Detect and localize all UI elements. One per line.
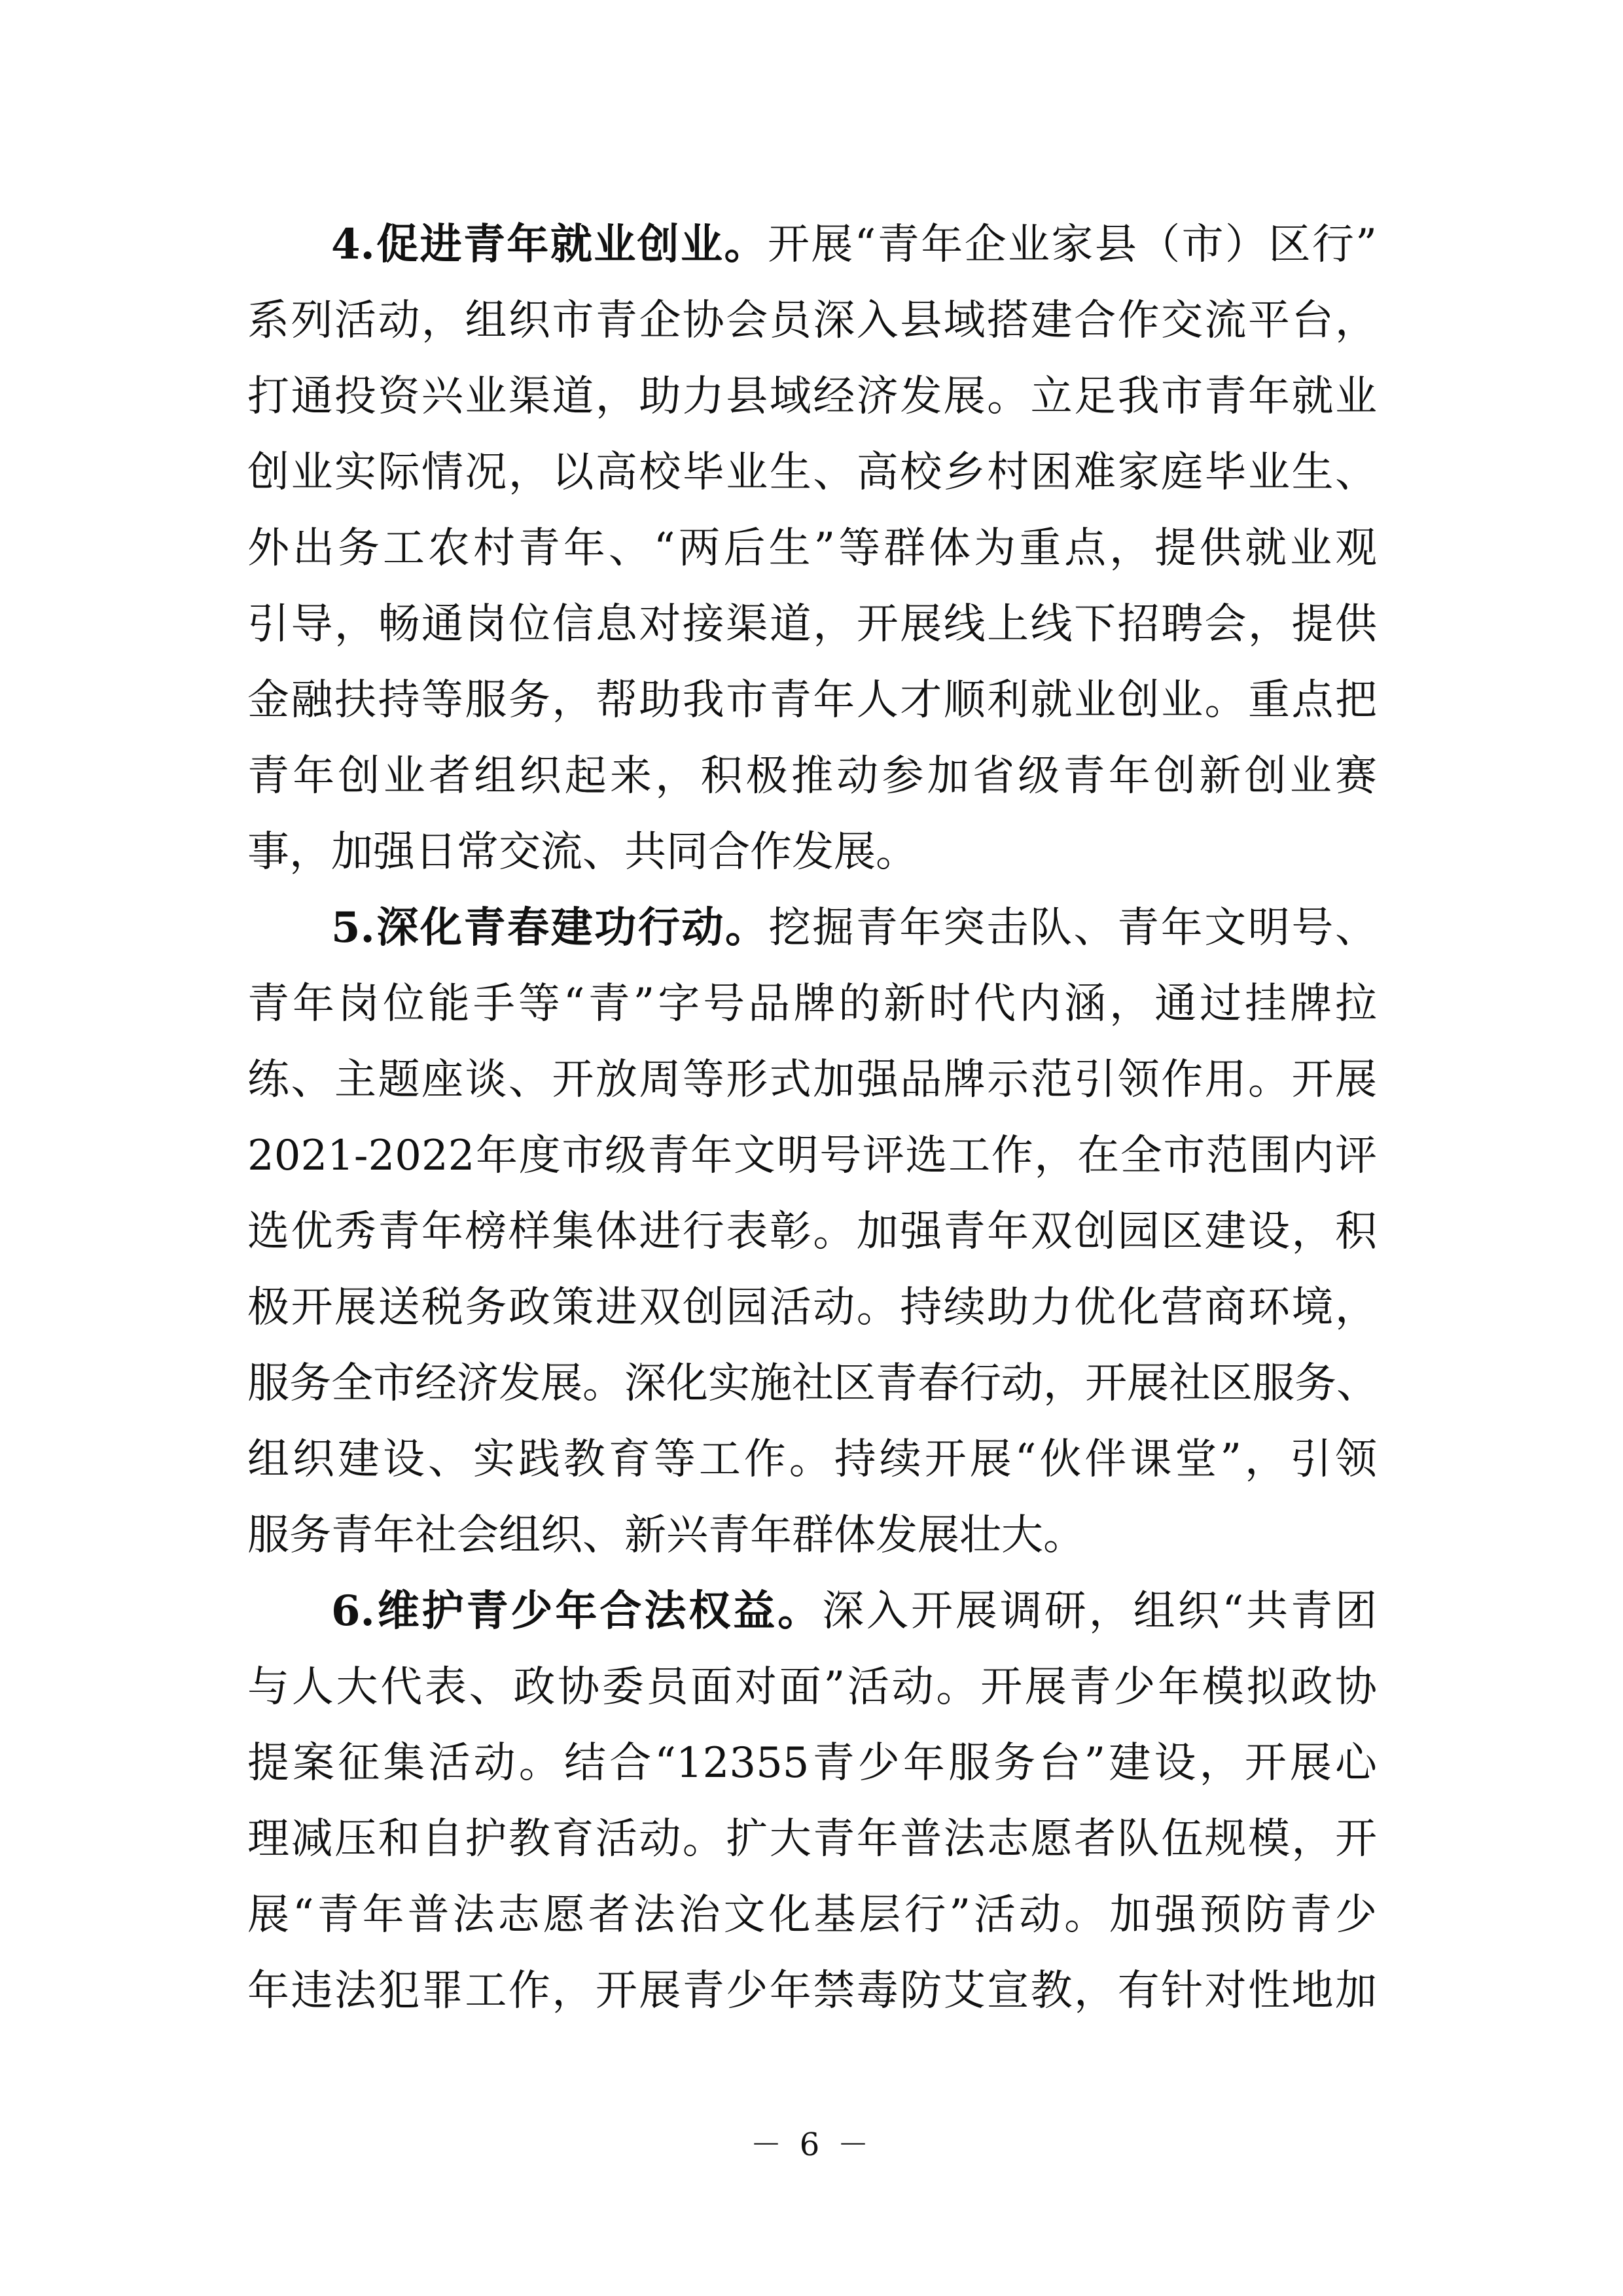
paragraph-6-line-6: 年违法犯罪工作，开展青少年禁毒防艾宣教，有针对性地加 [247, 1967, 1377, 2015]
paragraph-5-text: 挖掘青年突击队、青年文明号、 [768, 904, 1377, 952]
paragraph-6-line-5: 展“青年普法志愿者法治文化基层行”活动。加强预防青少 [247, 1891, 1377, 1939]
paragraph-5-line-5: 选优秀青年榜样集体进行表彰。加强青年双创园区建设，积 [247, 1208, 1377, 1256]
paragraph-5-line-8: 组织建设、实践教育等工作。持续开展“伙伴课堂”，引领 [247, 1435, 1377, 1484]
paragraph-4-line-9: 事，加强日常交流、共同合作发展。 [247, 828, 918, 876]
paragraph-4-text: 开展“青年企业家县（市）区行” [767, 221, 1377, 269]
page-number: － 6 － [750, 2126, 873, 2163]
paragraph-5-line-2: 青年岗位能手等“青”字号品牌的新时代内涵，通过挂牌拉 [247, 980, 1377, 1028]
paragraph-6-line-2: 与人大代表、政协委员面对面”活动。开展青少年模拟政协 [247, 1663, 1377, 1712]
paragraph-4-line-8: 青年创业者组织起来，积极推动参加省级青年创新创业赛 [247, 752, 1377, 800]
document-body [247, 207, 1377, 2029]
paragraph-4-heading: 4.促进青年就业创业。 [331, 220, 768, 269]
paragraph-4-line-5: 外出务工农村青年、“两后生”等群体为重点，提供就业观 [247, 524, 1377, 573]
paragraph-6-line-4: 理减压和自护教育活动。扩大青年普法志愿者队伍规模，开 [247, 1815, 1377, 1863]
paragraph-6-line-3: 提案征集活动。结合“12355青少年服务台”建设，开展心 [247, 1739, 1377, 1787]
paragraph-6-text: 深入开展调研，组织“共青团 [822, 1587, 1378, 1636]
paragraph-6-line-1 [247, 1573, 1377, 1649]
paragraph-5-line-7: 服务全市经济发展。深化实施社区青春行动，开展社区服务、 [247, 1359, 1378, 1408]
paragraph-4-line-6: 引导，畅通岗位信息对接渠道，开展线上线下招聘会，提供 [247, 600, 1377, 649]
paragraph-5-line-4: 2021-2022年度市级青年文明号评选工作，在全市范围内评 [247, 1132, 1377, 1180]
paragraph-4-line-7: 金融扶持等服务，帮助我市青年人才顺利就业创业。重点把 [247, 676, 1377, 725]
paragraph-5-line-9: 服务青年社会组织、新兴青年群体发展壮大。 [247, 1511, 1085, 1560]
paragraph-5-line-6: 极开展送税务政策进双创园活动。持续助力优化营商环境， [247, 1283, 1377, 1332]
paragraph-5-heading: 5.深化青春建功行动。 [331, 903, 769, 952]
paragraph-5-line-3: 练、主题座谈、开放周等形式加强品牌示范引领作用。开展 [247, 1056, 1377, 1104]
paragraph-4-line-3: 打通投资兴业渠道，助力县域经济发展。立足我市青年就业 [247, 372, 1377, 421]
paragraph-4-line-1 [247, 207, 1377, 283]
paragraph-5-line-1 [247, 890, 1377, 966]
paragraph-4-line-2: 系列活动，组织市青企协会员深入县域搭建合作交流平台， [247, 296, 1377, 345]
paragraph-6-heading: 6.维护青少年合法权益。 [331, 1587, 823, 1636]
paragraph-4-line-4: 创业实际情况，以高校毕业生、高校乡村困难家庭毕业生、 [247, 448, 1377, 497]
